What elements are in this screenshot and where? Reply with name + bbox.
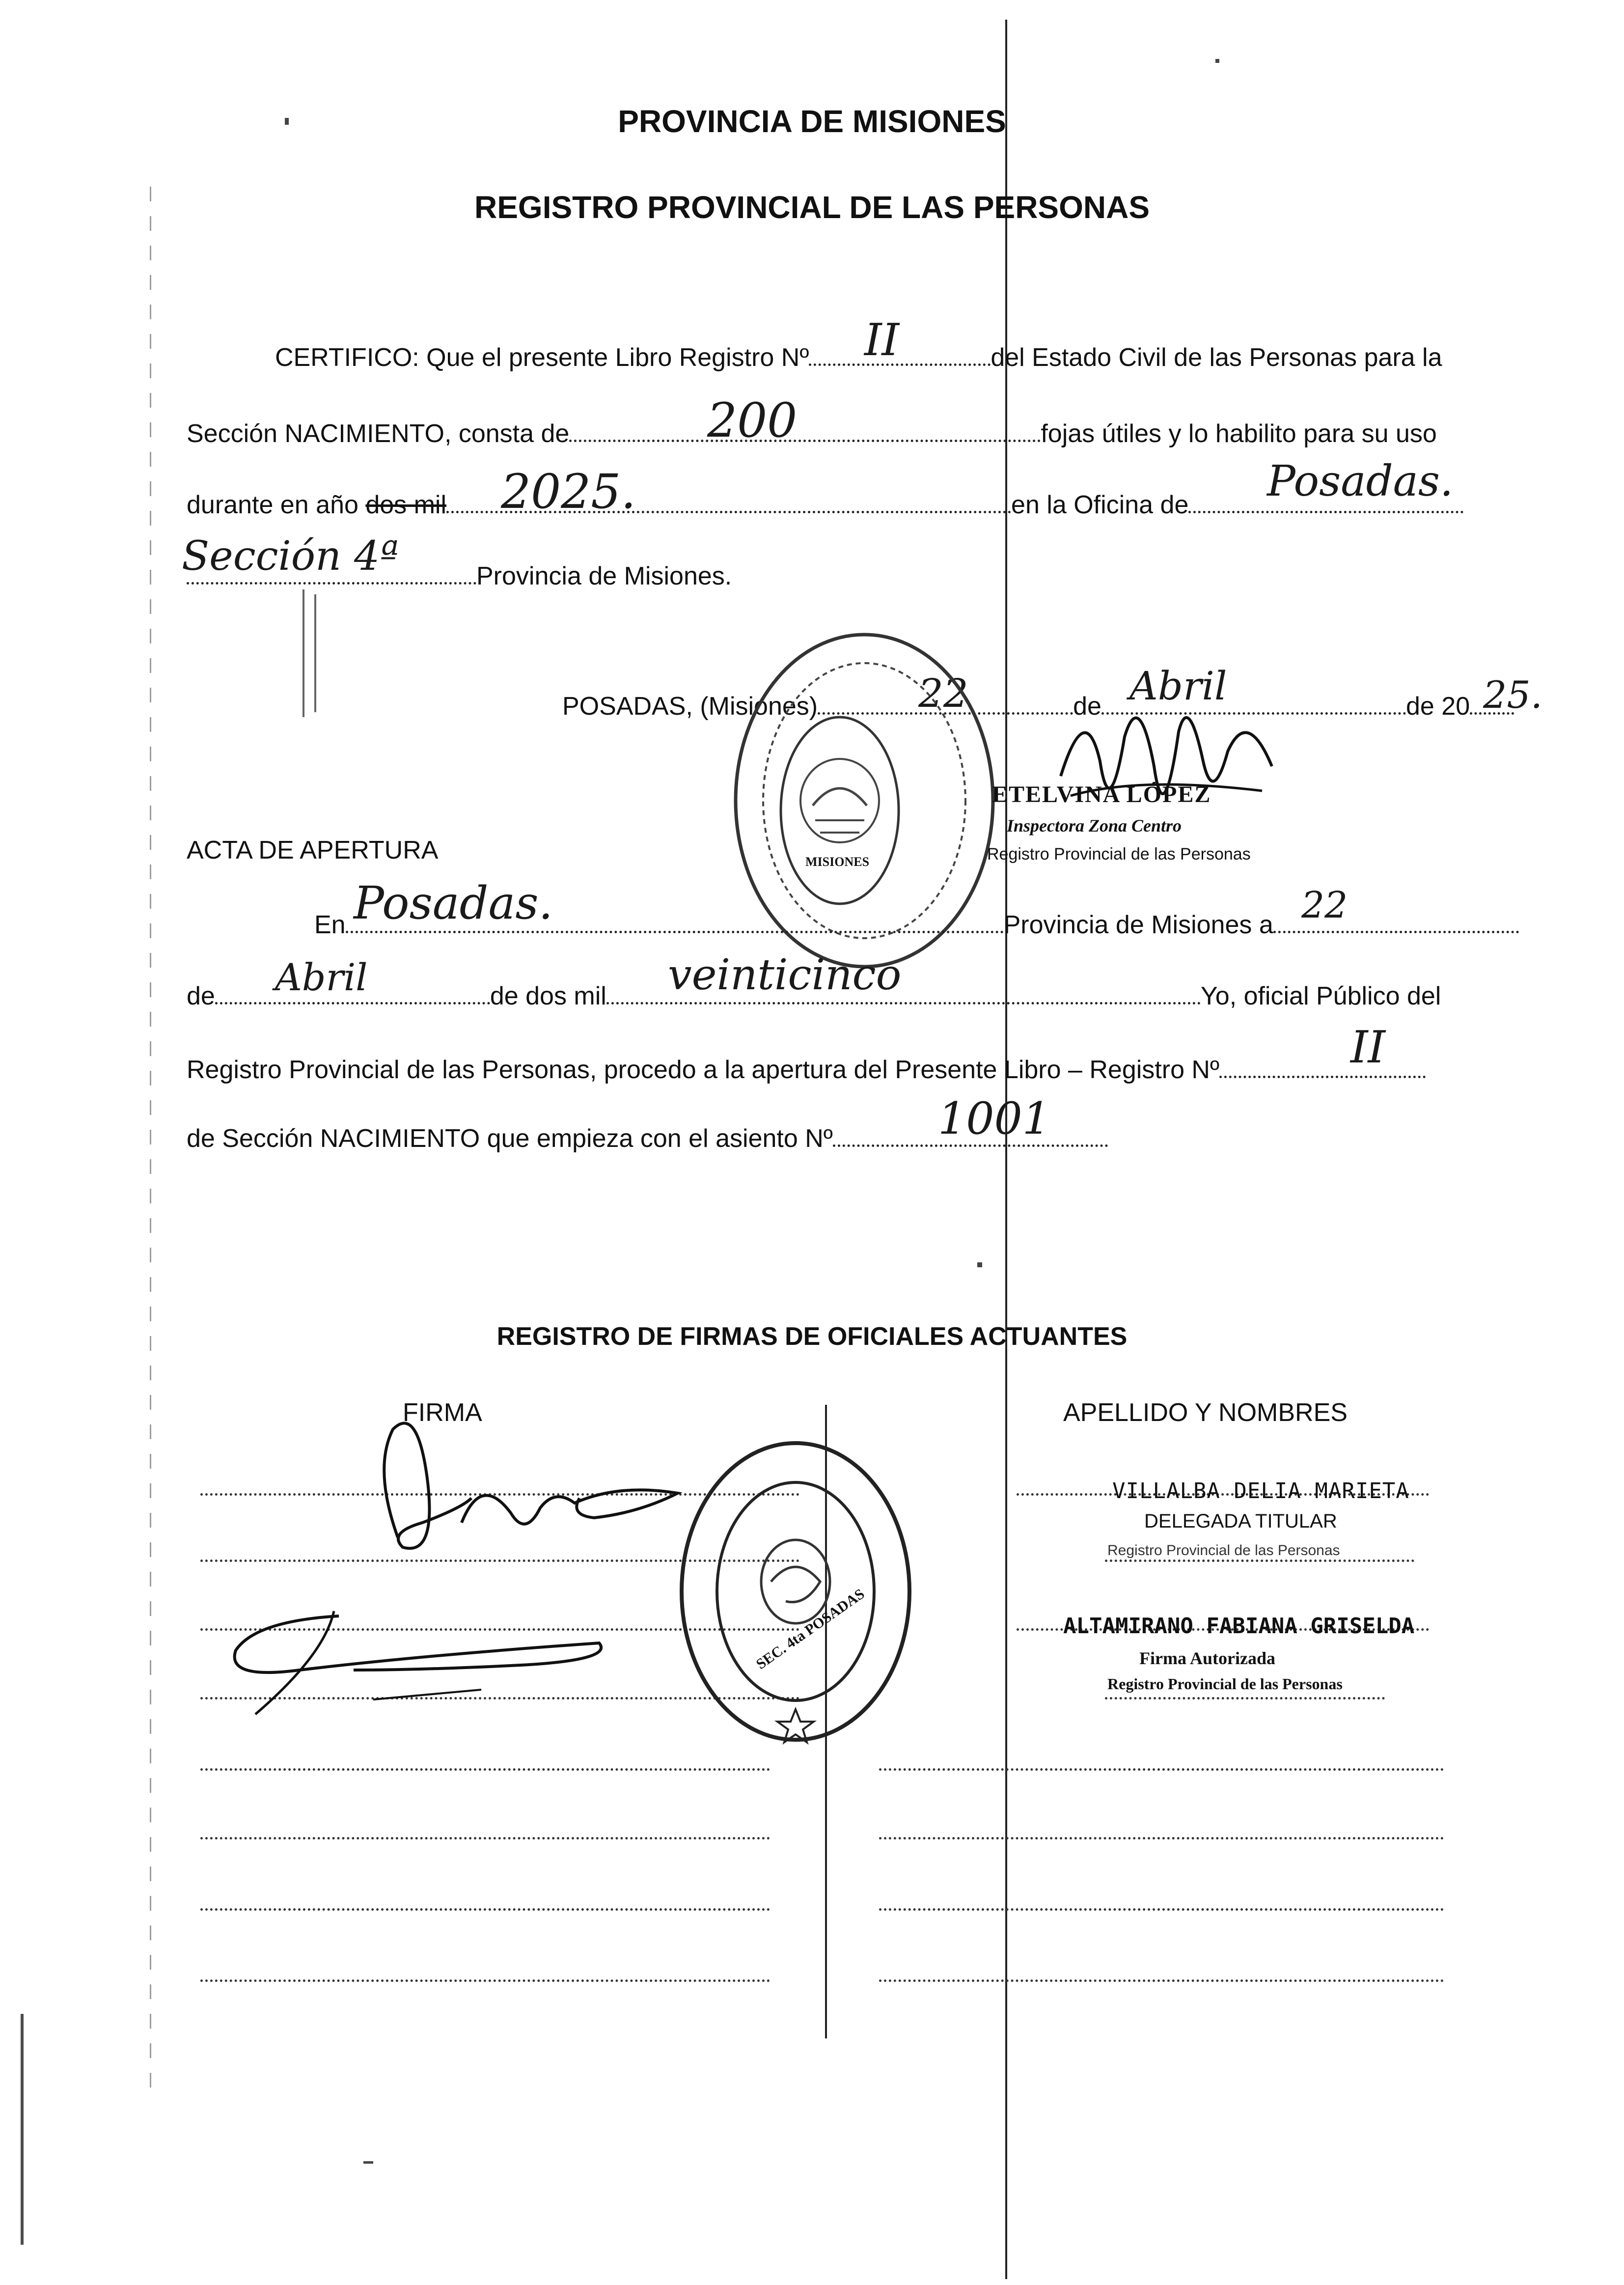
official-2-signature: [226, 1596, 619, 1734]
place-date-text: POSADAS, (Misiones): [562, 692, 818, 721]
certificate-text: en la Oficina de: [1011, 491, 1189, 519]
nombres-row-line: [879, 1979, 1444, 1982]
inspector-org: Registro Provincial de las Personas: [987, 845, 1251, 864]
handwritten-book-number: II: [864, 314, 900, 366]
apertura-heading: ACTA DE APERTURA: [187, 836, 439, 864]
official-1-org: Registro Provincial de las Personas: [1107, 1542, 1340, 1559]
place-date-text: de 20: [1405, 692, 1470, 721]
left-edge-line: [21, 2014, 24, 2245]
handwritten-year: 2025.: [501, 464, 636, 519]
firmas-heading: REGISTRO DE FIRMAS DE OFICIALES ACTUANTES: [496, 1322, 1128, 1351]
handwritten-year-suffix: 25.: [1483, 673, 1542, 717]
official-1-signature: [363, 1410, 697, 1567]
province-title: PROVINCIA DE MISIONES: [618, 104, 1006, 139]
nombres-row-line: [1105, 1560, 1414, 1562]
place-date-text: de: [1073, 692, 1101, 721]
column-apellido-nombres: APELLIDO Y NOMBRES: [1063, 1398, 1348, 1427]
handwritten-apertura-month: Abril: [275, 955, 368, 999]
seal-inner-text: SEC. 4ta POSADAS: [753, 1586, 868, 1672]
handwritten-office: Posadas.: [1267, 457, 1454, 506]
firma-row-line: [200, 1908, 770, 1911]
official-1-role: DELEGADA TITULAR: [1144, 1510, 1337, 1532]
official-1-name: VILLALBA DELIA MARIETA: [1112, 1478, 1409, 1504]
delegation-seal: [673, 1434, 918, 1749]
nombres-row-line: [879, 1768, 1444, 1771]
firma-row-line: [200, 1768, 770, 1771]
handwritten-apertura-day: 22: [1301, 884, 1348, 926]
handwritten-pages: 200: [707, 393, 798, 448]
scan-speck: [285, 118, 289, 125]
apertura-text: de Sección NACIMIENTO que empieza con el asiento Nº: [187, 1124, 833, 1153]
margin-line: [150, 187, 151, 2102]
certificate-line-1: [275, 344, 1442, 370]
certificate-text: del Estado Civil de las Personas para la: [991, 343, 1442, 372]
apertura-text: Provincia de Misiones a: [1003, 911, 1273, 939]
nombres-row-line: [879, 1908, 1444, 1911]
firma-row-line: [200, 1837, 770, 1839]
certificate-text: Provincia de Misiones.: [476, 562, 732, 590]
handwritten-start-entry: 1001: [938, 1093, 1051, 1144]
certificate-text: fojas útiles y lo habilito para su uso: [1041, 419, 1437, 448]
nombres-row-line: [879, 1837, 1444, 1839]
scan-mark: [314, 594, 316, 712]
nombres-row-line: [1105, 1697, 1385, 1700]
scan-speck: [1215, 59, 1219, 63]
apertura-text: Yo, oficial Público del: [1200, 982, 1441, 1010]
apertura-text: Registro Provincial de las Personas, procedo a la apertura del Presente Libro – Registro Nº: [187, 1056, 1219, 1084]
column-firma: FIRMA: [403, 1398, 482, 1427]
official-2-role: Firma Autorizada: [1139, 1648, 1275, 1668]
handwritten-apertura-book: II: [1350, 1022, 1386, 1073]
certificate-text: Sección NACIMIENTO, consta de: [187, 419, 570, 448]
scan-speck: [977, 1262, 982, 1267]
apertura-text: de: [187, 982, 215, 1010]
certificate-line-2: [187, 420, 1437, 446]
place-date-line: [562, 693, 1514, 719]
handwritten-apertura-year: veinticinco: [668, 950, 902, 1000]
firma-row-line: [200, 1979, 770, 1982]
seal-center-text: MISIONES: [805, 855, 870, 869]
handwritten-month: Abril: [1129, 663, 1227, 709]
apertura-text: de dos mil: [490, 982, 606, 1010]
handwritten-office-continued: Sección 4ª: [182, 533, 399, 580]
handwritten-place: Posadas.: [354, 877, 553, 929]
scan-speck: [363, 2161, 373, 2164]
inspector-signature: [1041, 678, 1287, 855]
certificate-text: durante en año: [187, 491, 366, 519]
registry-title: REGISTRO PROVINCIAL DE LAS PERSONAS: [474, 190, 1150, 225]
apertura-text: En: [314, 911, 346, 939]
official-2-name: ALTAMIRANO FABIANA GRISELDA: [1063, 1614, 1415, 1639]
official-2-org: Registro Provincial de las Personas: [1107, 1675, 1343, 1693]
scan-mark: [303, 589, 304, 717]
inspector-name: ETELVINA LÓPEZ: [992, 781, 1211, 808]
inspector-role: Inspectora Zona Centro: [1007, 816, 1182, 836]
struck-text: dos mil: [365, 491, 447, 519]
handwritten-day: 22: [918, 670, 968, 716]
apertura-line-3: [187, 1056, 1426, 1083]
certificate-text: CERTIFICO: Que el presente Libro Registro Nº: [275, 343, 809, 372]
